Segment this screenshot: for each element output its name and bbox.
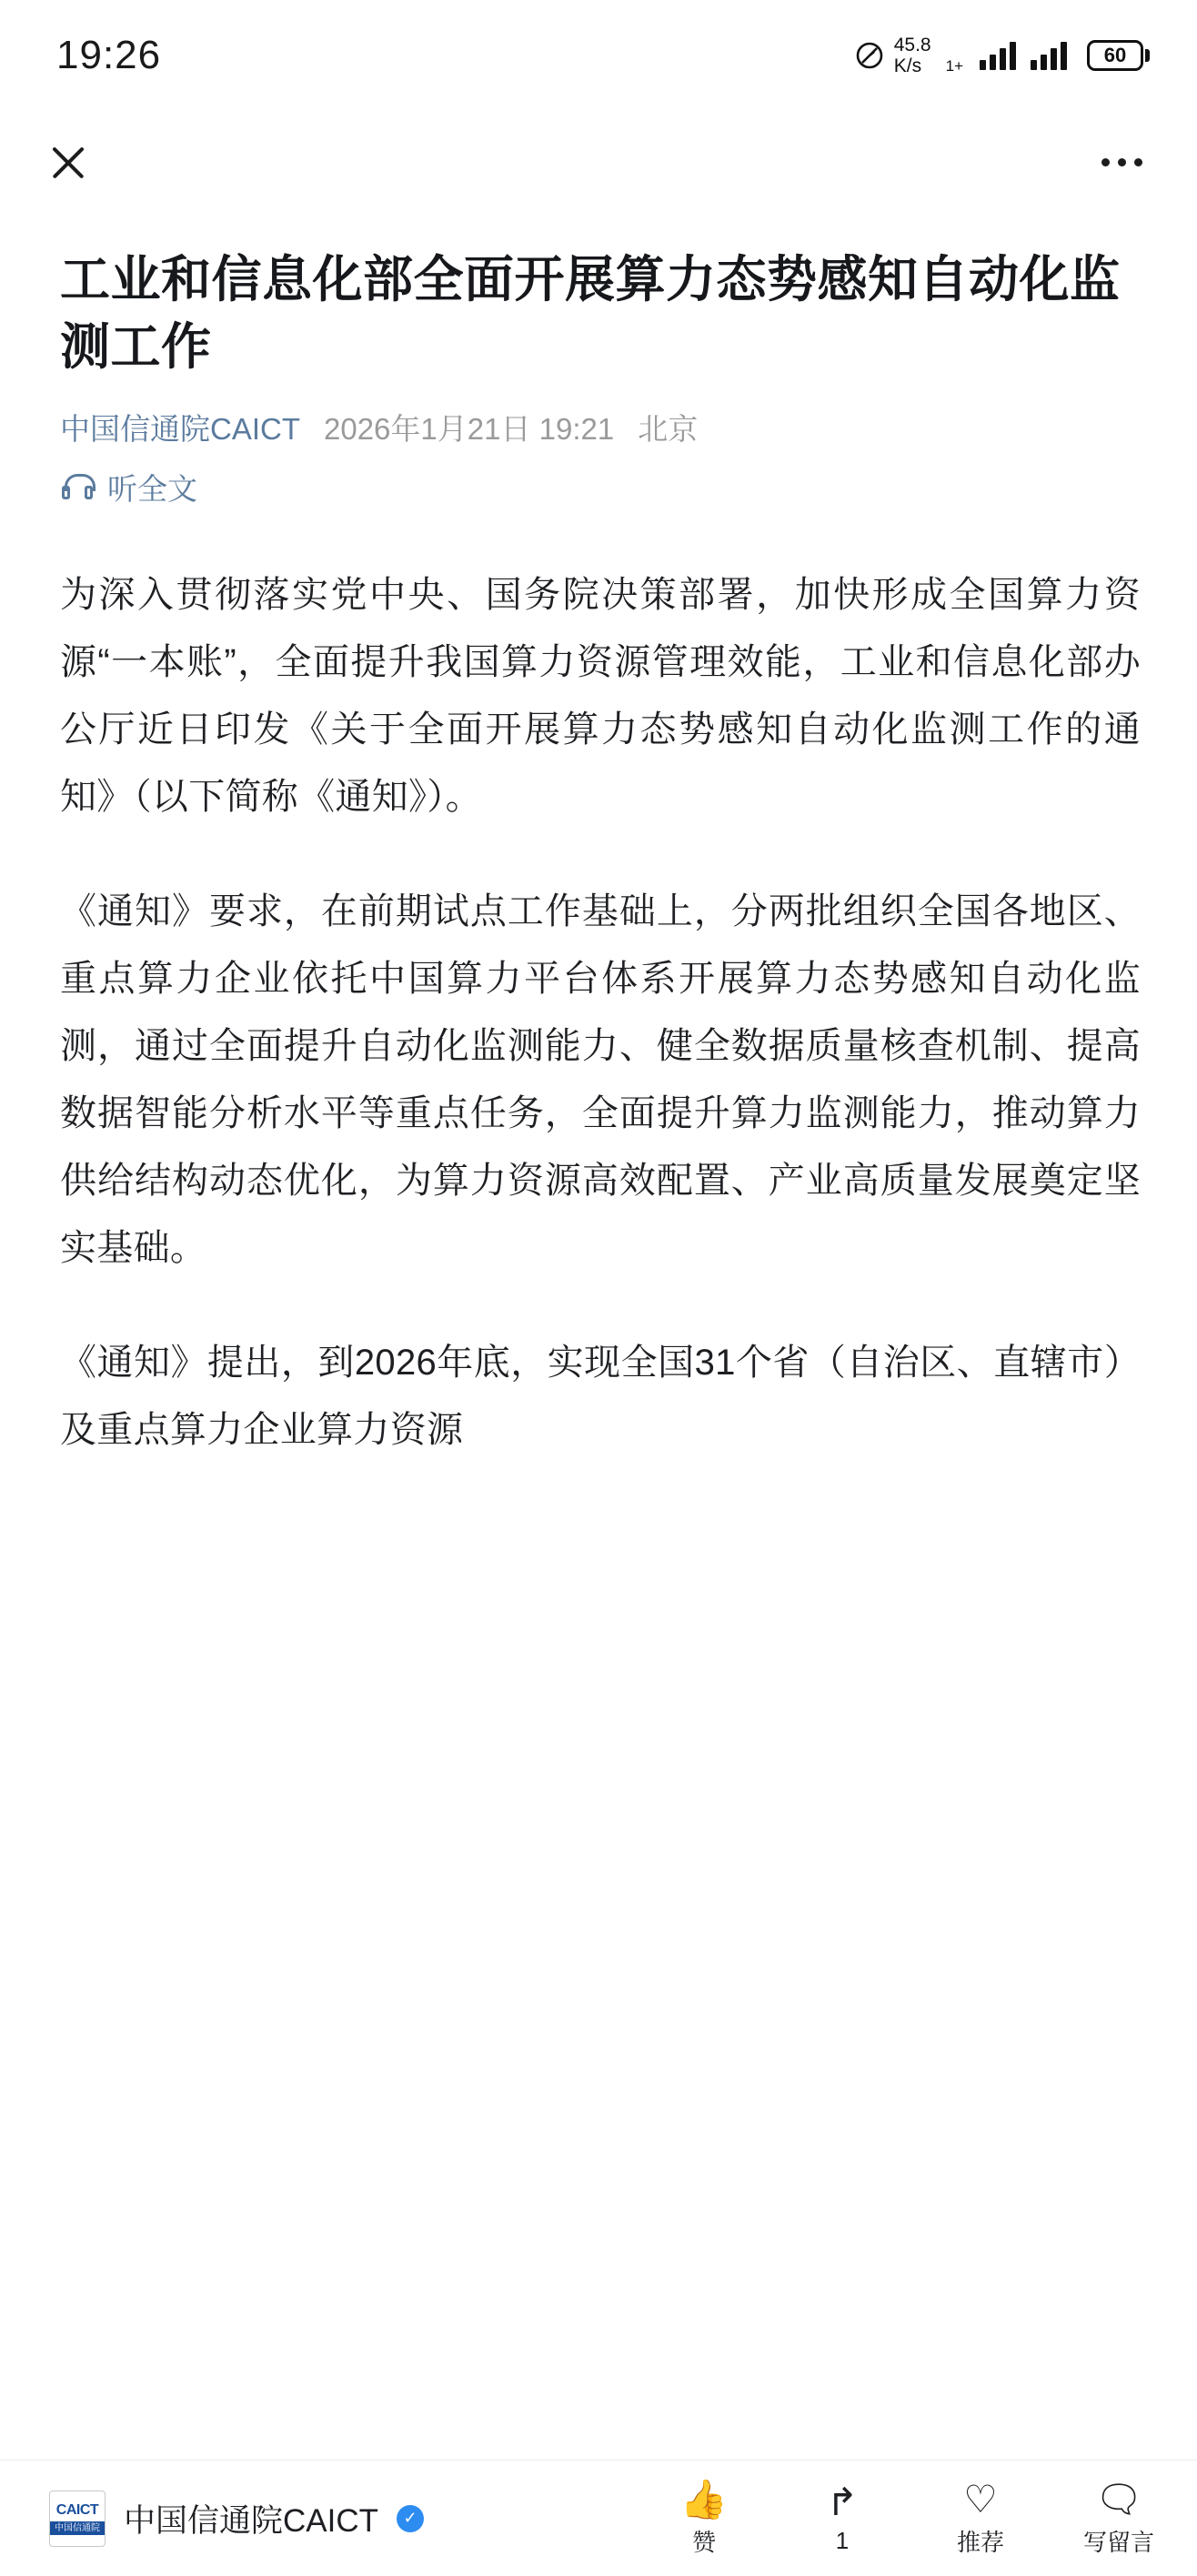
recommend-label: 推荐	[956, 2529, 1004, 2556]
speed-value: 45.8	[893, 35, 931, 55]
sim-label: 1+	[945, 57, 963, 75]
bottom-action-bar	[0, 2460, 1197, 2576]
listen-label: 听全文	[107, 472, 197, 506]
article-location: 北京	[638, 412, 699, 446]
speed-unit: K/s	[893, 55, 922, 76]
article-source[interactable]: 中国信通院CAICT	[60, 412, 300, 446]
article-meta	[60, 409, 1141, 449]
page-title: 工业和信息化部全面开展算力态势感知自动化监测工作	[60, 251, 1121, 375]
like-button[interactable]	[660, 2479, 748, 2558]
avatar	[49, 2490, 106, 2547]
close-icon[interactable]	[40, 134, 96, 190]
recommend-button[interactable]	[937, 2479, 1024, 2558]
article-container	[0, 213, 1197, 2576]
comment-icon: 🗨	[1094, 2478, 1143, 2521]
thumbs-up-icon: 👍	[679, 2478, 729, 2521]
avatar-bottom-text: 中国信通院	[50, 2521, 105, 2535]
status-icons	[854, 35, 1150, 76]
account-name: 中国信通院CAICT	[124, 2502, 379, 2539]
verified-badge-icon: ✓	[397, 2505, 424, 2532]
article-paragraph: 为深入贯彻落实党中央、国务院决策部署，加快形成全国算力资源“一本账”，全面提升我国算力资源管理效能，工业和信息化部办公厅近日印发《关于全面开展算力态势感知自动化监测工作的通知》（以下简称《通知》）。	[60, 575, 1141, 817]
nav-bar	[0, 111, 1197, 213]
heart-icon: ♡	[963, 2478, 998, 2521]
signal-bars-sim2-icon	[1031, 41, 1067, 70]
speed-meter-icon	[854, 40, 885, 71]
speed-text	[894, 35, 931, 76]
signal-bars-sim1-icon	[980, 41, 1016, 70]
headphones-icon	[60, 472, 95, 503]
article-paragraph: 《通知》要求，在前期试点工作基础上，分两批组织全国各地区、重点算力企业依托中国算力平台体系开展算力态势感知自动化监测，通过全面提升自动化监测能力、健全数据质量核查机制、提高数据智能分析水平等重点任务，全面提升算力监测能力，推动算力供给结构动态优化，为算力资源高效配置、产业高质量发展奠定坚实基础。	[60, 891, 1141, 1268]
comment-button[interactable]	[1075, 2479, 1162, 2558]
network-speed-indicator	[854, 35, 931, 76]
action-buttons	[660, 2479, 1162, 2558]
share-count: 1	[835, 2527, 850, 2554]
avatar-top-text: CAICT	[55, 2501, 99, 2518]
comment-label: 写留言	[1082, 2529, 1154, 2556]
status-bar	[0, 0, 1197, 111]
share-button[interactable]	[799, 2481, 886, 2555]
article-date: 2026年1月21日 19:21	[324, 412, 615, 446]
battery-level: 60	[1087, 40, 1143, 71]
article-body	[60, 561, 1141, 1464]
like-label: 赞	[691, 2529, 716, 2556]
battery-indicator	[1087, 40, 1150, 71]
status-time: 19:26	[56, 33, 162, 77]
share-icon: ↱	[826, 2480, 859, 2523]
article-paragraph: 《通知》提出，到2026年底，实现全国31个省（自治区、直辖市）及重点算力企业算力资源	[60, 1343, 1141, 1450]
account-entry[interactable]	[49, 2490, 424, 2547]
battery-cap-icon	[1145, 49, 1150, 62]
more-options-icon[interactable]	[1098, 147, 1146, 177]
listen-full-text-button[interactable]	[60, 466, 1141, 508]
